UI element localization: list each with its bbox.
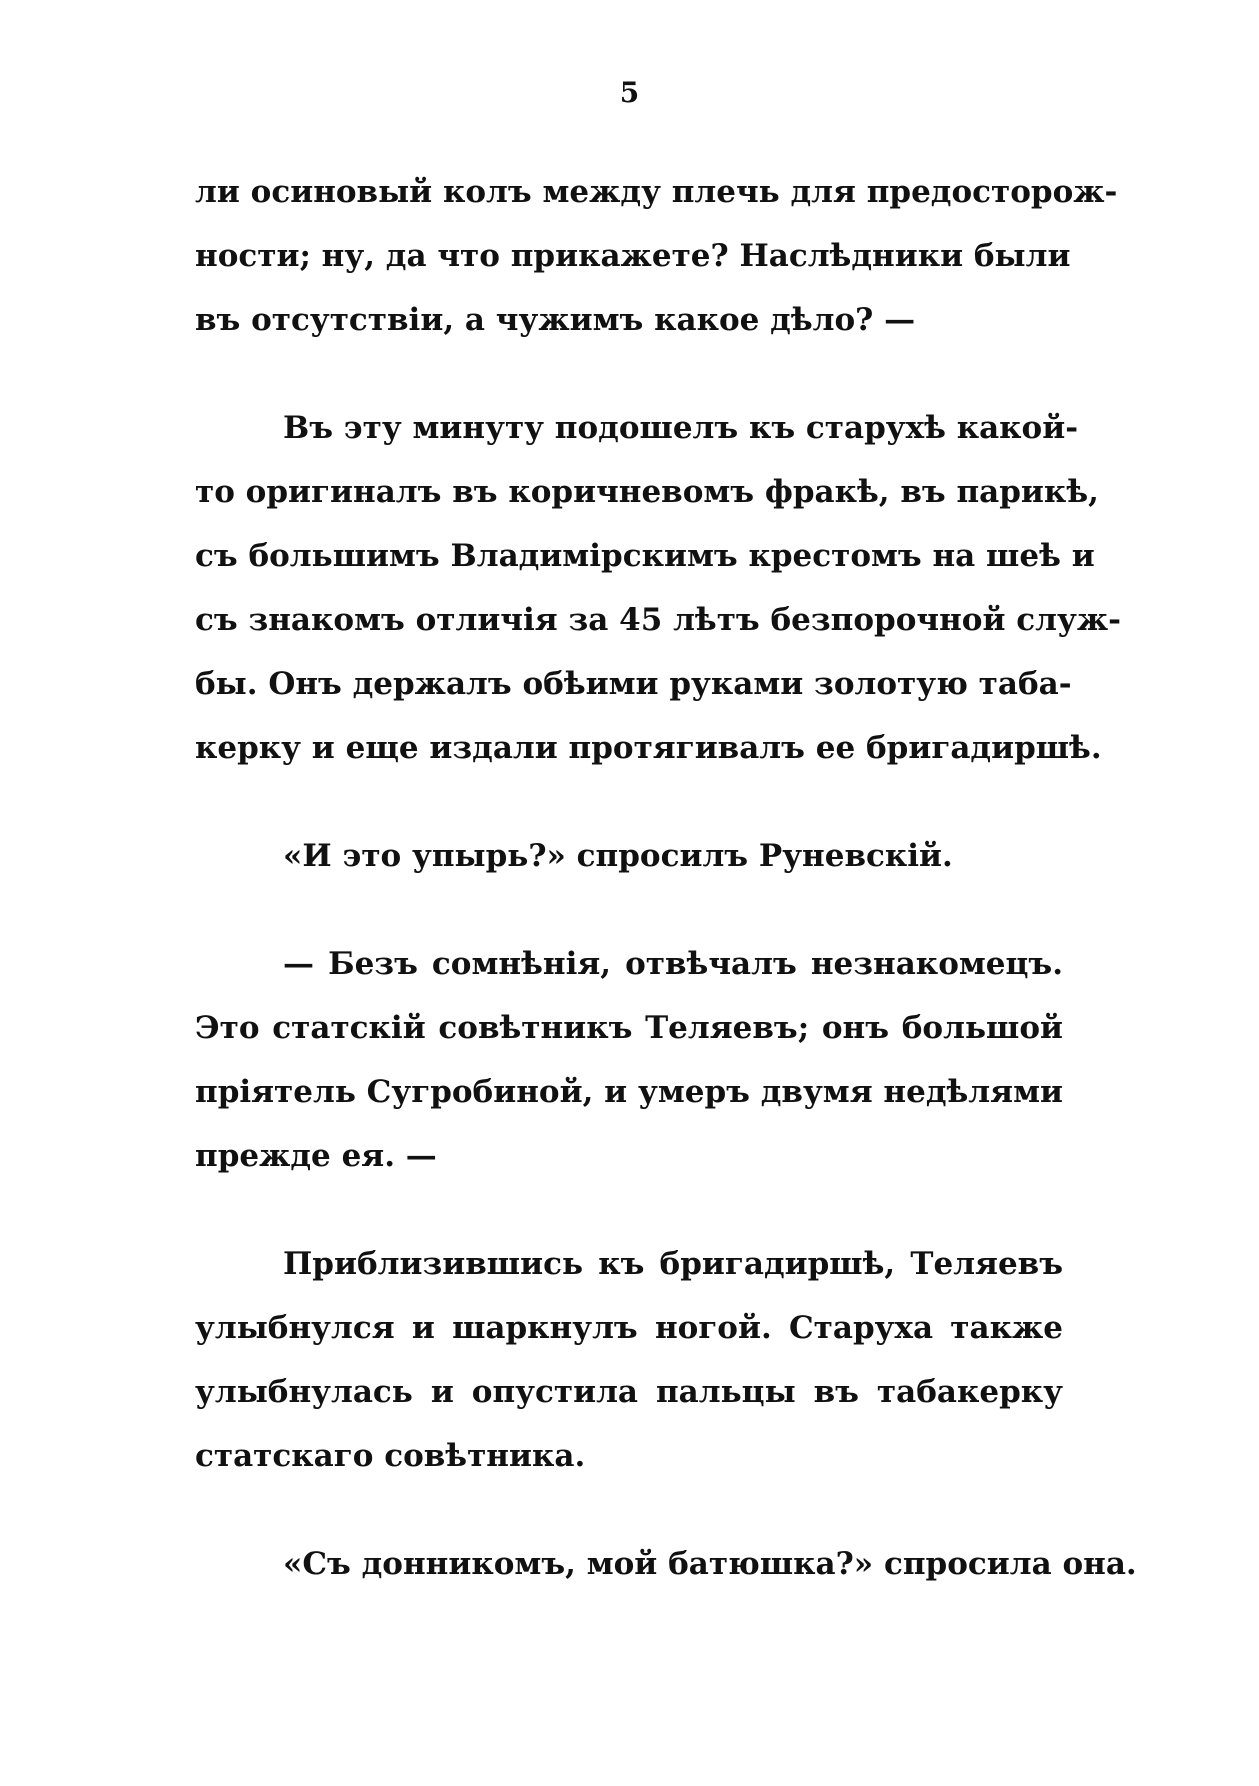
- page-number: 5: [619, 76, 640, 109]
- text-line: — Безъ сомнѣнія, отвѣчалъ незнакомецъ.: [283, 946, 1063, 982]
- page-body: [195, 160, 1137, 1596]
- text-line: прежде ея. —: [195, 1138, 437, 1174]
- paragraph: [195, 932, 1063, 1188]
- paragraph: [195, 396, 1121, 780]
- text-line: улыбнулся и шаркнулъ ногой. Старуха также: [195, 1310, 1063, 1346]
- text-line: Приблизившись къ бригадиршѣ, Теляевъ: [283, 1246, 1063, 1282]
- text-line: ли осиновый колъ между плечь для предосторож-: [195, 174, 1118, 210]
- text-line: бы. Онъ держалъ обѣими руками золотую таба-: [195, 666, 1072, 702]
- text-line: ности; ну, да что прикажете? Наслѣдники были: [195, 238, 1071, 274]
- paragraph: [195, 824, 1063, 888]
- text-line: Это статскій совѣтникъ Теляевъ; онъ большой: [195, 1010, 1063, 1046]
- text-line: улыбнулась и опустила пальцы въ табакерку: [195, 1374, 1063, 1410]
- text-line: то оригиналъ въ коричневомъ фракѣ, въ парикѣ,: [195, 474, 1099, 510]
- text-line: статскаго совѣтника.: [195, 1438, 586, 1474]
- text-line: съ большимъ Владимірскимъ крестомъ на шеѣ и: [195, 538, 1095, 574]
- text-line: «И это упырь?» спросилъ Руневскій.: [283, 838, 953, 874]
- text-line: съ знакомъ отличія за 45 лѣтъ безпорочной служ-: [195, 602, 1121, 638]
- paragraph: [195, 160, 1118, 352]
- text-line: въ отсутствіи, а чужимъ какое дѣло? —: [195, 302, 916, 338]
- paragraph: [195, 1532, 1137, 1596]
- paragraph: [195, 1232, 1063, 1488]
- text-line: пріятель Сугробиной, и умеръ двумя недѣлями: [195, 1074, 1063, 1110]
- text-line: керку и еще издали протягивалъ ее бригадиршѣ.: [195, 730, 1102, 766]
- text-line: Въ эту минуту подошелъ къ старухѣ какой-: [283, 410, 1079, 446]
- text-line: «Съ донникомъ, мой батюшка?» спросила она.: [283, 1546, 1137, 1582]
